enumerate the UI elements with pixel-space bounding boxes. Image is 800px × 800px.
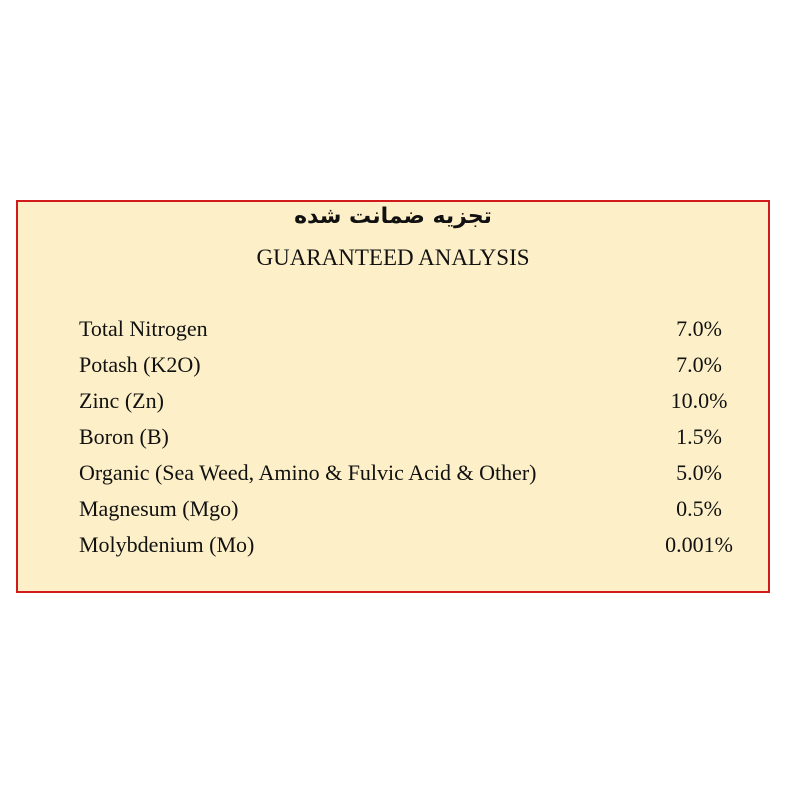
nutrient-name: Boron (B) [79,424,169,449]
table-row [79,424,739,460]
guaranteed-analysis-panel [16,200,770,593]
table-row [79,496,739,532]
nutrient-value: 1.5% [676,424,722,449]
nutrient-value: 0.001% [665,532,733,557]
nutrient-value: 10.0% [670,388,728,413]
nutrient-name: Zinc (Zn) [79,388,164,413]
table-row [79,352,739,388]
nutrient-name: Magnesum (Mgo) [79,496,239,521]
nutrient-value: 7.0% [676,316,722,341]
table-row [79,316,739,352]
table-row [79,532,739,568]
table-row [79,460,739,496]
nutrient-value: 7.0% [676,352,722,377]
english-title: GUARANTEED ANALYSIS [256,245,530,270]
nutrient-name: Molybdenium (Mo) [79,532,255,557]
nutrient-name: Total Nitrogen [79,316,208,341]
nutrient-name: Organic (Sea Weed, Amino & Fulvic Acid & Other) [79,460,537,485]
persian-title: تجزیه ضمانت شده [294,204,492,229]
analysis-table [79,316,739,568]
nutrient-value: 0.5% [676,496,722,521]
nutrient-name: Potash (K2O) [79,352,201,377]
table-row [79,388,739,424]
nutrient-value: 5.0% [676,460,722,485]
